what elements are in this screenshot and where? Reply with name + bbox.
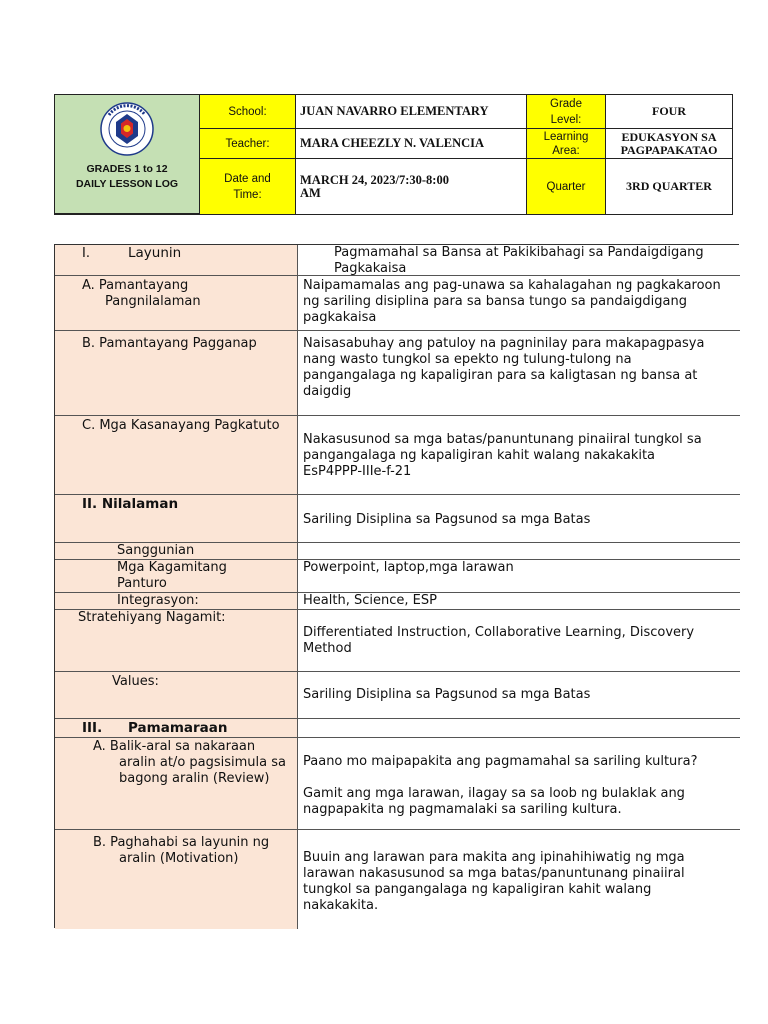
paghahabi-label-cell	[55, 830, 298, 929]
pamantayang-pagganap-label: B. Pamantayang Pagganap	[82, 336, 257, 351]
kagamitang-panturo-label-cell	[55, 560, 298, 593]
pamamaraan-value-cell	[298, 719, 740, 738]
pamantayang-pagganap-value-line3: pangangalaga ng kapaligiran para sa kaligtasan ng bansa at	[303, 368, 698, 383]
pamantayang-pagganap-value-line4: daigdig	[303, 384, 352, 399]
pamantayang-pangnilalaman-value-line1: Naipamamalas ang pag-unawa sa kahalagahan ng pagkakaroon	[303, 278, 721, 293]
pamantayang-pangnilalaman-line2: Pangnilalaman	[105, 294, 201, 309]
layunin-value-line1: Pagmamahal sa Bansa at Pakikibahagi sa Pandaigdigang	[334, 245, 704, 260]
sanggunian-label-cell	[55, 543, 298, 560]
integrasyon-label-cell	[55, 593, 298, 610]
pamantayang-pagganap-value-line2: nang wasto tungkol sa epekto ng tulung-tulong na	[303, 352, 632, 367]
pamantayang-pagganap-value-cell	[298, 331, 740, 416]
integrasyon-label: Integrasyon:	[117, 593, 199, 608]
kasanayang-pagkatuto-value-line2: pangangalaga ng kapaligiran kahit walang nakakakita	[303, 448, 656, 463]
kasanayang-pagkatuto-value-line1: Nakasusunod sa mga batas/panuntunang pinaiiral tungkol sa	[303, 432, 702, 447]
kagamitang-panturo-line1: Mga Kagamitang	[117, 560, 227, 575]
balik-aral-value-line2: Gamit ang mga larawan, ilagay sa sa loob ng bulaklak ang	[303, 786, 685, 801]
kasanayang-pagkatuto-value-line3: EsP4PPP-IIIe-f-21	[303, 464, 412, 479]
teacher-label: Teacher:	[200, 129, 296, 159]
paghahabi-value-line2: larawan nakasusunod sa mga batas/panuntunang pinaiiral	[303, 866, 685, 881]
deped-seal-icon	[100, 102, 154, 156]
paghahabi-value-cell	[298, 830, 740, 929]
paghahabi-line1: B. Paghahabi sa layunin ng	[93, 835, 270, 850]
layunin-label-cell	[55, 245, 298, 276]
layunin-value-line2: Pagkakaisa	[334, 261, 407, 276]
kagamitang-panturo-value-cell	[298, 560, 740, 593]
dll-title	[76, 162, 178, 192]
integrasyon-value-cell	[298, 593, 740, 610]
pamamaraan-number: III.	[82, 720, 103, 736]
pamantayang-pangnilalaman-value-cell	[298, 276, 740, 331]
paghahabi-line2: aralin (Motivation)	[119, 851, 239, 866]
values-label-cell	[55, 672, 298, 719]
layunin-number: I.	[82, 246, 90, 261]
kasanayang-pagkatuto-label: C. Mga Kasanayang Pagkatuto	[82, 418, 280, 433]
nilalaman-heading: II. Nilalaman	[82, 496, 179, 512]
kagamitang-panturo-value: Powerpoint, laptop,mga larawan	[303, 560, 514, 575]
balik-aral-value-line3: nagpapakita ng pagmamalaki sa sariling kultura.	[303, 802, 622, 817]
school-label: School:	[200, 95, 296, 129]
pamantayang-pangnilalaman-line1: A. Pamantayang	[82, 278, 189, 293]
balik-aral-line2: aralin at/o pagsisimula sa	[119, 755, 286, 770]
nilalaman-value-cell	[298, 495, 740, 543]
sanggunian-label: Sanggunian	[117, 543, 195, 558]
dll-title-line2: DAILY LESSON LOG	[75, 178, 179, 190]
kagamitang-panturo-line2: Panturo	[117, 576, 167, 591]
pamantayang-pangnilalaman-value-line3: pagkakaisa	[303, 310, 377, 325]
quarter-label: Quarter	[527, 159, 606, 214]
dll-title-cell	[55, 95, 200, 214]
stratehiya-value-cell	[298, 610, 740, 672]
learning-area-label: Learning Area:	[527, 129, 606, 159]
sanggunian-value-cell	[298, 543, 740, 560]
grade-level-value: FOUR	[606, 95, 732, 129]
stratehiya-value-line1: Differentiated Instruction, Collaborative Learning, Discovery	[303, 625, 695, 640]
layunin-value-cell	[298, 245, 740, 276]
pamamaraan-heading: Pamamaraan	[128, 720, 228, 736]
pamantayang-pangnilalaman-value-line2: ng sariling disiplina para sa bansa tungo sa pandaigdigang	[303, 294, 687, 309]
school-value: JUAN NAVARRO ELEMENTARY	[296, 95, 527, 129]
balik-aral-value-cell	[298, 738, 740, 830]
grade-level-label: Grade Level:	[527, 95, 606, 129]
learning-area-value: EDUKASYON SA PAGPAPAKATAO	[606, 129, 732, 159]
lesson-table	[54, 244, 739, 928]
teacher-value: MARA CHEEZLY N. VALENCIA	[296, 129, 527, 159]
integrasyon-value: Health, Science, ESP	[303, 593, 437, 608]
layunin-heading: Layunin	[128, 245, 182, 261]
values-value-cell	[298, 672, 740, 719]
date-time-value: MARCH 24, 2023/7:30-8:00 AM	[296, 159, 527, 214]
kasanayang-pagkatuto-label-cell	[55, 416, 298, 495]
quarter-value: 3RD QUARTER	[626, 179, 712, 193]
paghahabi-value-line3: tungkol sa pangangalaga ng kapaligiran kahit walang	[303, 882, 652, 897]
values-label: Values:	[112, 674, 159, 689]
pamantayang-pagganap-value-line1: Naisasabuhay ang patuloy na pagninilay para makapagpasya	[303, 336, 705, 351]
kasanayang-pagkatuto-value-cell	[298, 416, 740, 495]
stratehiya-label: Stratehiyang Nagamit:	[78, 610, 226, 625]
values-value: Sariling Disiplina sa Pagsunod sa mga Batas	[303, 687, 591, 702]
dll-title-line1: GRADES 1 to 12	[86, 163, 168, 175]
balik-aral-line3: bagong aralin (Review)	[119, 771, 270, 786]
balik-aral-value-line1: Paano mo maipapakita ang pagmamahal sa sariling kultura?	[303, 754, 698, 769]
header-table	[54, 94, 733, 215]
paghahabi-value-line4: nakakakita.	[303, 898, 379, 913]
stratehiya-label-cell	[55, 610, 298, 672]
balik-aral-line1: A. Balik-aral sa nakaraan	[93, 739, 256, 754]
nilalaman-value: Sariling Disiplina sa Pagsunod sa mga Batas	[303, 512, 591, 527]
date-time-label: Date and Time:	[200, 159, 296, 214]
paghahabi-value-line1: Buuin ang larawan para makita ang ipinahihiwatig ng mga	[303, 850, 685, 865]
pamamaraan-label-cell	[55, 719, 298, 738]
stratehiya-value-line2: Method	[303, 641, 352, 656]
balik-aral-label-cell	[55, 738, 298, 830]
nilalaman-label-cell	[55, 495, 298, 543]
pamantayang-pagganap-label-cell	[55, 331, 298, 416]
pamantayang-pangnilalaman-label-cell	[55, 276, 298, 331]
